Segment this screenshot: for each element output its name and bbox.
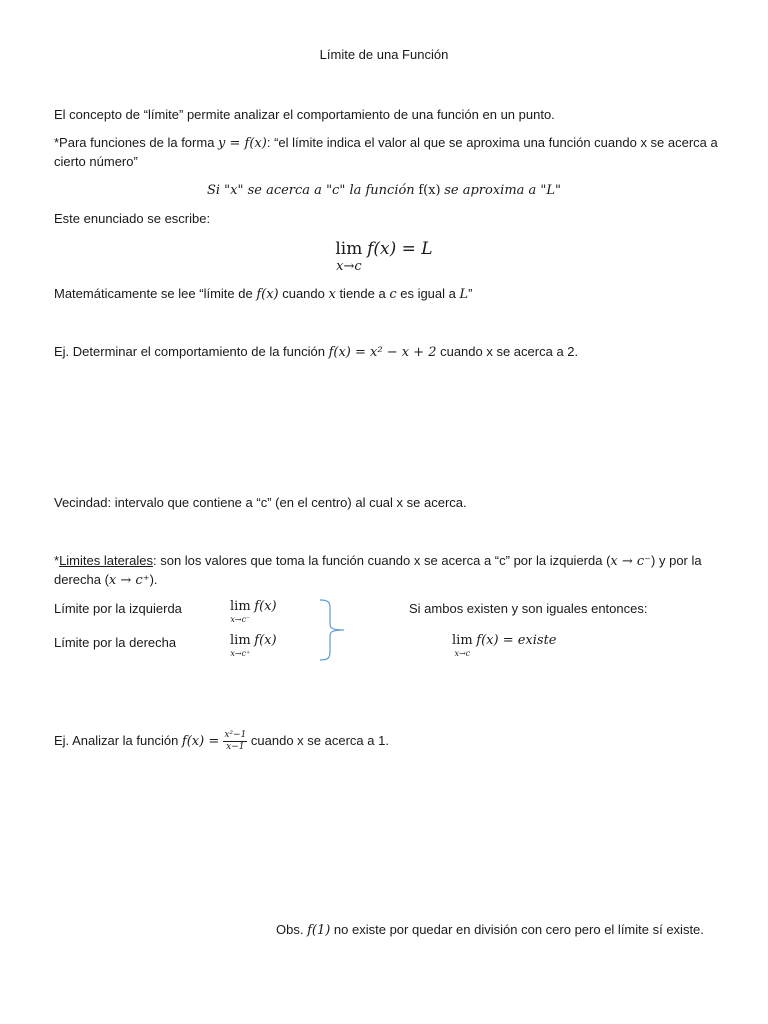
izquierda-limit-word: lim — [230, 599, 251, 614]
derecha-limit-sub: x→c⁺ — [230, 649, 251, 658]
obs-post: no existe por quedar en división con cero pero el límite sí existe. — [330, 922, 704, 937]
forma-math: y = f(x) — [218, 136, 267, 151]
obs-line — [276, 921, 704, 940]
izquierda-label: Límite por la izquierda — [54, 601, 182, 616]
existe-limit — [452, 633, 557, 658]
ej1-post: cuando x se acerca a 2. — [436, 344, 579, 359]
laterales-line-2 — [54, 571, 158, 590]
laterales-rest: : son los valores que toma la función cuando x se acerca a “c” por la izquierda ( — [153, 553, 611, 568]
lectura-t4: es igual a — [396, 286, 460, 301]
si-line-b: f(x) — [418, 183, 441, 198]
izquierda-limit-expr: f(x) — [254, 599, 277, 614]
forma-line — [54, 134, 718, 153]
ejemplo-2 — [54, 726, 389, 757]
laterales-m2: x → c⁺ — [108, 573, 150, 588]
lectura-m2: x — [328, 287, 336, 302]
main-limit-sub: x→c — [336, 259, 362, 274]
ej2-fx: f(x) = — [181, 734, 224, 749]
derecha-label: Límite por la derecha — [54, 635, 177, 650]
ej1-math: f(x) = x² − x + 2 — [328, 345, 437, 360]
right-brace — [318, 598, 348, 662]
existe-limit-word: lim — [452, 633, 473, 648]
page-title: Límite de una Función — [319, 47, 449, 62]
main-limit-expr: f(x) = L — [367, 239, 433, 259]
ejemplo-1 — [54, 343, 578, 362]
lectura-t5: ” — [468, 286, 473, 301]
main-limit-word: lim — [335, 239, 363, 259]
izquierda-limit-sub: x→c⁻ — [230, 615, 251, 624]
laterales-line — [54, 552, 702, 571]
laterales-rest2: ) y por la — [651, 553, 702, 568]
obs-math: f(1) — [307, 923, 331, 938]
ej2-pre: Ej. Analizar la función — [54, 733, 182, 748]
izquierda-limit — [230, 599, 277, 624]
laterales-star: * — [54, 553, 60, 568]
lectura-t2: cuando — [278, 286, 329, 301]
existe-limit-expr: f(x) = existe — [476, 633, 557, 648]
laterales-m1: x → c⁻ — [610, 554, 652, 569]
forma-line-2: cierto número” — [54, 154, 138, 169]
ej2-numerator: x²−1 — [224, 730, 247, 741]
vecindad-text: Vecindad: intervalo que contiene a “c” (en el centro) al cual x se acerca. — [54, 495, 467, 510]
ej1-pre: Ej. Determinar el comportamiento de la función — [54, 344, 329, 359]
forma-pre: *Para funciones de la forma — [54, 135, 219, 150]
derecha-limit-operator — [230, 633, 251, 658]
lectura-m3: c — [389, 287, 397, 302]
ej2-fraction — [223, 730, 247, 753]
ej2-post: cuando x se acerca a 1. — [247, 733, 389, 748]
derecha-limit-word: lim — [230, 633, 251, 648]
laterales-line2-post: ). — [149, 572, 158, 587]
forma-post: : “el límite indica el valor al que se aproxima una función cuando x se acerca a — [266, 135, 718, 150]
derecha-limit-expr: f(x) — [254, 633, 277, 648]
laterales-term: Limites laterales — [59, 553, 153, 568]
existe-limit-operator — [452, 633, 473, 658]
ambos-text: Si ambos existen y son iguales entonces: — [409, 601, 648, 616]
lectura-t1: Matemáticamente se lee “límite de — [54, 286, 257, 301]
si-line — [0, 181, 768, 200]
si-line-a: Si "x" se acerca a "c" la función — [206, 183, 415, 198]
laterales-line2-pre: derecha ( — [54, 572, 109, 587]
si-line-c: se aproxima a "L" — [444, 183, 562, 198]
main-limit — [0, 238, 768, 273]
lectura-m4: L — [459, 287, 469, 302]
derecha-limit — [230, 633, 277, 658]
izquierda-limit-operator — [230, 599, 251, 624]
ej2-denominator: x−1 — [226, 742, 245, 753]
enunciado-text: Este enunciado se escribe: — [54, 211, 211, 226]
lectura-t3: tiende a — [335, 286, 390, 301]
intro-paragraph: El concepto de “límite” permite analizar el comportamiento de una función en un punto. — [54, 107, 555, 122]
lectura-line — [54, 285, 472, 304]
main-limit-operator — [335, 238, 362, 273]
obs-pre: Obs. — [276, 922, 308, 937]
existe-limit-sub: x→c — [454, 649, 471, 658]
lectura-m1: f(x) — [256, 287, 279, 302]
